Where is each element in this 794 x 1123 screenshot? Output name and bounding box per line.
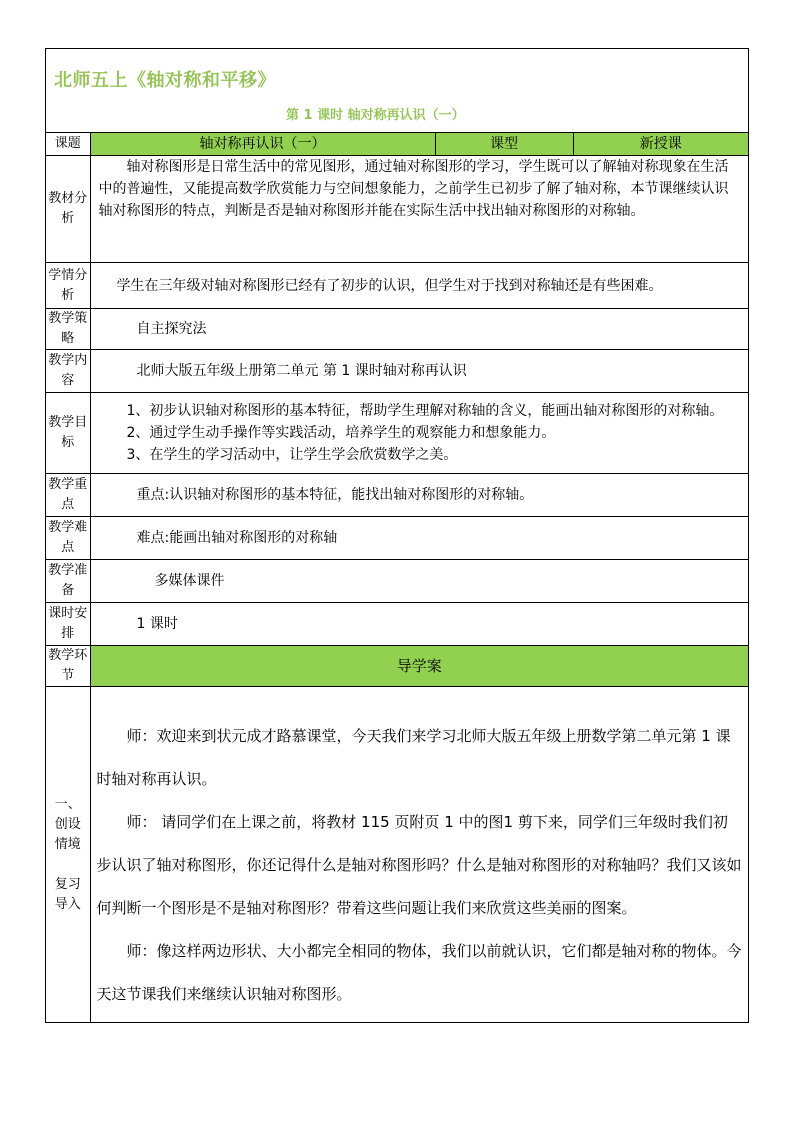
row-text: 自主探究法: [90, 309, 748, 350]
row-label: 教学准备: [46, 560, 90, 603]
step-label-line: 一、: [54, 796, 81, 812]
row-label: 学情分析: [46, 263, 90, 309]
teacher-paragraph: 师： 请同学们在上课之前，将教材 115 页附页 1 中的图1 剪下来，同学们三年级时我们初步认识了轴对称图形，你还记得什么是轴对称图形吗？什么是轴对称图形的对称轴吗？我们又该如何判断一个图形是不是轴对称图形？带着这些问题让我们来欣赏这些美丽的图案。: [96, 813, 742, 917]
row-schedule: [46, 603, 748, 646]
row-text: 难点:能画出轴对称图形的对称轴: [90, 517, 748, 560]
type-value: 新授课: [573, 133, 748, 156]
row-difficulty: [46, 517, 748, 560]
topic-label: 课题: [46, 133, 90, 156]
row-preparation: [46, 560, 748, 603]
row-label: 教学重点: [46, 474, 90, 517]
header: [46, 49, 748, 133]
row-text: 学生在三年级对轴对称图形已经有了初步的认识，但学生对于找到对称轴还是有些困难。: [90, 263, 748, 309]
row-strategy: [46, 309, 748, 350]
step-label-line: 创设: [54, 816, 81, 832]
row-label: 课时安排: [46, 603, 90, 646]
step-label-line: 复习: [54, 876, 81, 892]
row-analysis: [46, 156, 748, 263]
goal-item: 1、初步认识轴对称图形的基本特征，帮助学生理解对称轴的含义，能画出轴对称图形的对称轴。: [126, 403, 724, 419]
step-label-line: [46, 855, 90, 875]
lesson-plan-sheet: [45, 48, 749, 1023]
row-text: 多媒体课件: [90, 560, 748, 603]
row-goals: [46, 393, 748, 474]
row-label: 教学目标: [46, 393, 90, 474]
step-label: [46, 687, 90, 1023]
row-text: 1 课时: [90, 603, 748, 646]
row-text: 重点:认识轴对称图形的基本特征，能找出轴对称图形的对称轴。: [90, 474, 748, 517]
row-content: [46, 350, 748, 393]
teacher-paragraph: 师：像这样两边形状、大小都完全相同的物体，我们以前就认识，它们都是轴对称的物体。今天这节课我们来继续认识轴对称图形。: [96, 942, 742, 1003]
step-body: [90, 687, 748, 1023]
section-label: 教学环节: [46, 646, 90, 687]
row-text: 北师大版五年级上册第二单元 第 1 课时轴对称再认识: [90, 350, 748, 393]
type-label: 课型: [435, 133, 573, 156]
goal-item: 2、通过学生动手操作等实践活动，培养学生的观察能力和想象能力。: [126, 425, 556, 441]
row-keypoint: [46, 474, 748, 517]
doc-title: 北师五上《轴对称和平移》: [54, 70, 276, 91]
goal-item: 3、在学生的学习活动中，让学生学会欣赏数学之美。: [126, 447, 458, 463]
topic-row: [46, 133, 748, 156]
step-label-line: 导入: [54, 896, 81, 912]
section-value: 导学案: [90, 646, 748, 687]
lesson-table: [46, 133, 748, 1022]
step-label-line: 情境: [54, 836, 81, 852]
lesson-title: 第 1 课时 轴对称再认识（一）: [286, 108, 465, 123]
row-label: 教学内容: [46, 350, 90, 393]
step-row: [46, 687, 748, 1023]
row-label: 教学策略: [46, 309, 90, 350]
row-text: 轴对称图形是日常生活中的常见图形，通过轴对称图形的学习，学生既可以了解轴对称现象在生活中的普遍性，又能提高数学欣赏能力与空间想象能力，之前学生已初步了解了轴对称，本节课继续认识轴对称图形的特点，判断是否是轴对称图形并能在实际生活中找出轴对称图形的对称轴。: [90, 156, 748, 263]
section-row: [46, 646, 748, 687]
row-goals-text: [90, 393, 748, 474]
teacher-paragraph: 师：欢迎来到状元成才路慕课堂，今天我们来学习北师大版五年级上册数学第二单元第 1 课时轴对称再认识。: [96, 727, 731, 788]
row-students: [46, 263, 748, 309]
row-label: 教学难点: [46, 517, 90, 560]
topic-value: 轴对称再认识（一）: [90, 133, 435, 156]
row-label: 教材分析: [46, 156, 90, 263]
